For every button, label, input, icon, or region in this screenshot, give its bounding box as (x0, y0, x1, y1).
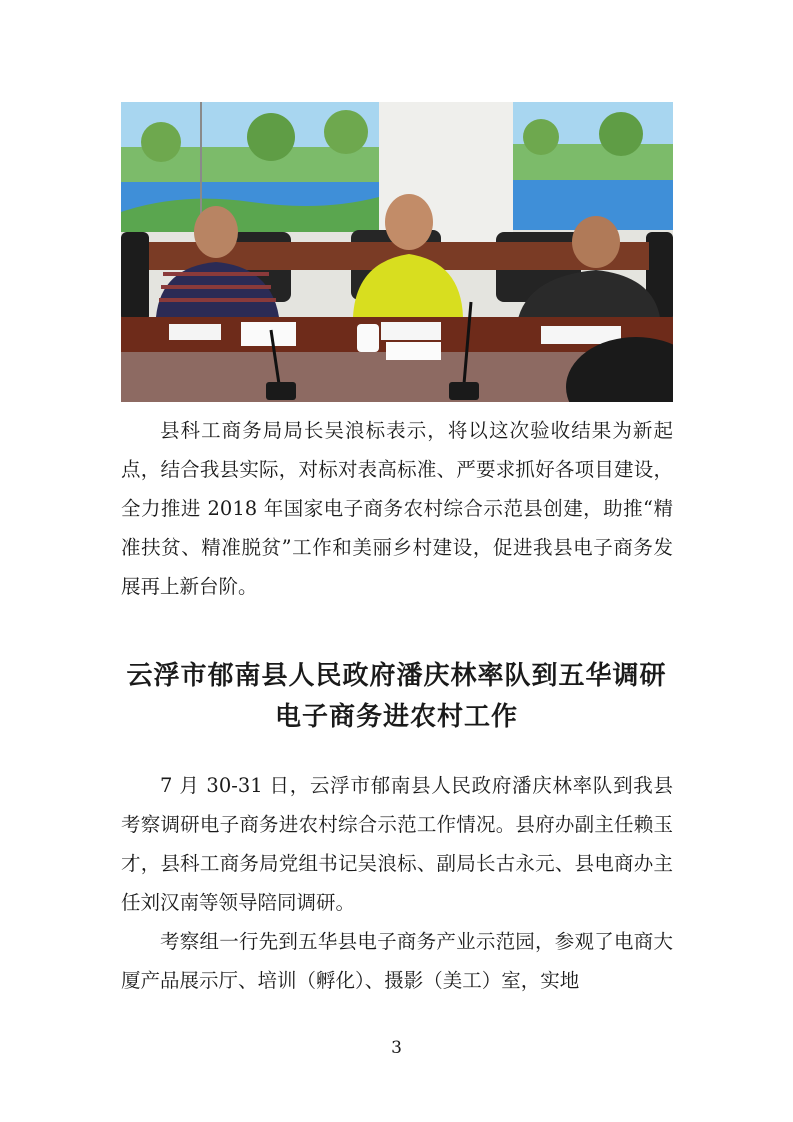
meeting-photo-icon (121, 102, 673, 402)
meeting-photo (121, 102, 673, 402)
section-title-line-2: 电子商务进农村工作 (274, 702, 518, 732)
paragraph-3: 考察组一行先到五华县电子商务产业示范园，参观了电商大厦产品展示厅、培训（孵化）、摄影（美工）室，实地 (121, 930, 673, 992)
paragraph-1: 县科工商务局局长吴浪标表示，将以这次验收结果为新起点，结合我县实际，对标对表高标准、严要求抓好各项目建设，全力推进 2018 年国家电子商务农村综合示范县创建，助推“精准扶贫、精准脱贫”工作和美丽乡村建设，促进我县电子商务发展再上新台阶。 (121, 419, 673, 598)
section-title-line-1: 云浮市郁南县人民政府潘庆林率队到五华调研 (126, 661, 667, 691)
paragraph-2: 7 月 30-31 日，云浮市郁南县人民政府潘庆林率队到我县考察调研电子商务进农村综合示范工作情况。县府办副主任赖玉才，县科工商务局党组书记吴浪标、副局长古永元、县电商办主任刘汉南等领导陪同调研。 (121, 774, 673, 914)
page-number: 3 (391, 1038, 402, 1058)
section-title (100, 656, 693, 738)
